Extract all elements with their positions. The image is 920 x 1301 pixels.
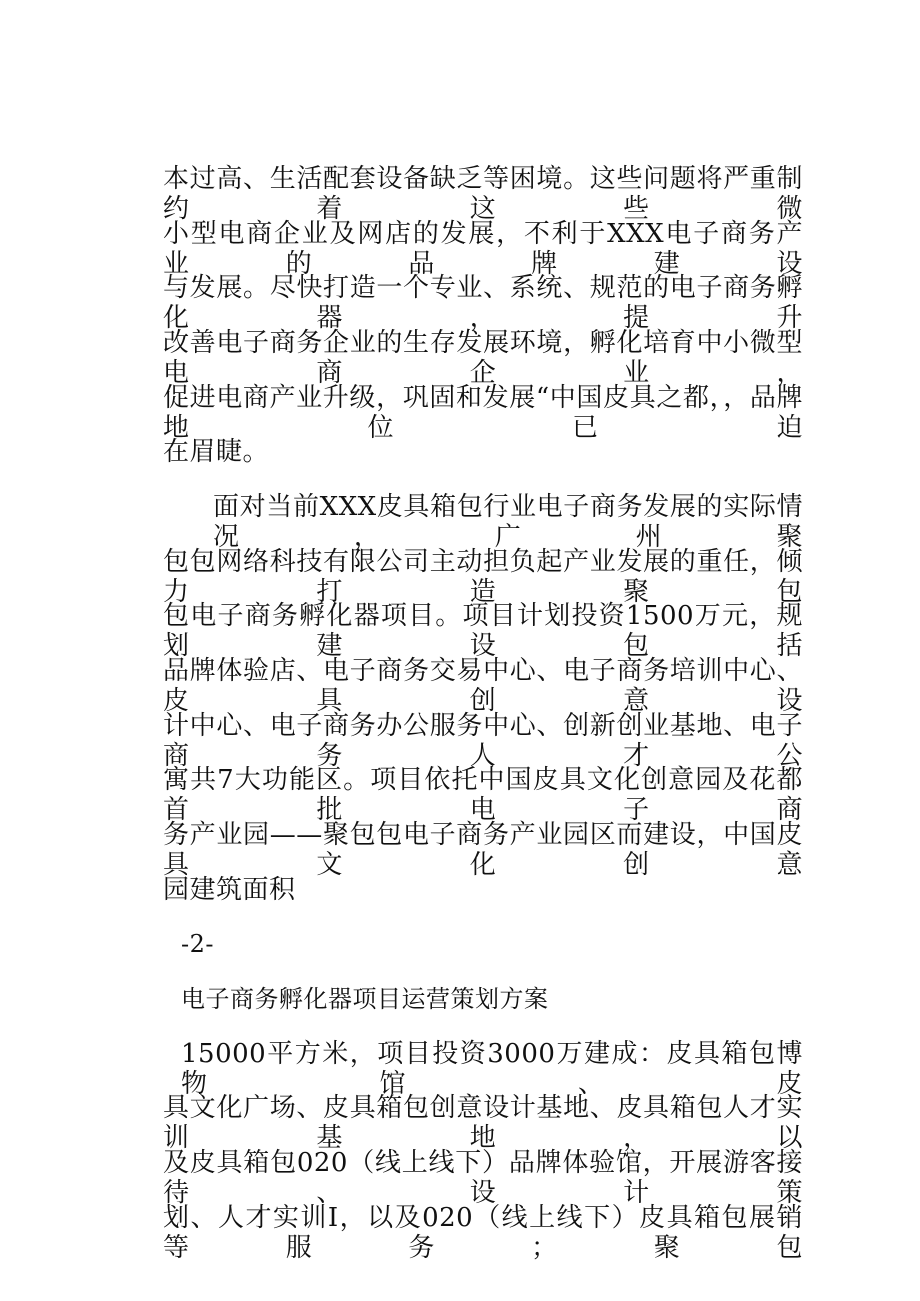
paragraph-1-line-3: 与发展。尽快打造一个专业、系统、规范的电子商务孵化器，提升 [163,273,803,333]
page-number: -2- [181,930,214,958]
paragraph-2-line-2: 包包网络科技有限公司主动担负起产业发展的重任，倾力打造聚包 [163,547,803,607]
paragraph-1-line-1: 本过高、生活配套设备缺乏等困境。这些问题将严重制约着这些微 [163,164,803,224]
paragraph-3-line-2: 具文化广场、皮具箱包创意设计基地、皮具箱包人才实训基地，以 [163,1093,803,1153]
paragraph-1-line-6: 在眉睫。 [163,437,270,467]
paragraph-2-line-8: 园建筑面积 [163,875,296,905]
running-header: 电子商务孵化器项目运营策划方案 [181,985,549,1013]
paragraph-2-line-6: 寓共7大功能区。项目依托中国皮具文化创意园及花都首批电子商 [163,765,803,825]
paragraph-3-line-4: 划、人才实训I，以及020（线上线下）皮具箱包展销等服务；聚包 [163,1203,803,1263]
paragraph-2-line-1: 面对当前XXX皮具箱包行业电子商务发展的实际情况，广州聚 [213,492,803,552]
paragraph-2-line-7: 务产业园——聚包包电子商务产业园区而建设，中国皮具文化创意 [163,820,803,880]
paragraph-2-line-3: 包电子商务孵化器项目。项目计划投资1500万元，规划建设包括 [163,601,803,661]
paragraph-3-line-1: 15000平方米，项目投资3000万建成：皮具箱包博物馆、皮 [181,1039,803,1099]
paragraph-3-line-3: 及皮具箱包020（线上线下）品牌体验馆，开展游客接待、设计策 [163,1148,803,1208]
paragraph-1-line-5: 促进电商产业升级，巩固和发展“中国皮具之都，，品牌地位已迫 [163,383,803,443]
paragraph-1-line-4: 改善电子商务企业的生存发展环境，孵化培育中小微型电商企业， [163,328,803,388]
paragraph-1-line-2: 小型电商企业及网店的发展，不利于XXX电子商务产业的品牌建设 [163,219,803,279]
paragraph-2-line-5: 计中心、电子商务办公服务中心、创新创业基地、电子商务人才公 [163,711,803,771]
paragraph-2-line-4: 品牌体验店、电子商务交易中心、电子商务培训中心、皮具创意设 [163,656,803,716]
